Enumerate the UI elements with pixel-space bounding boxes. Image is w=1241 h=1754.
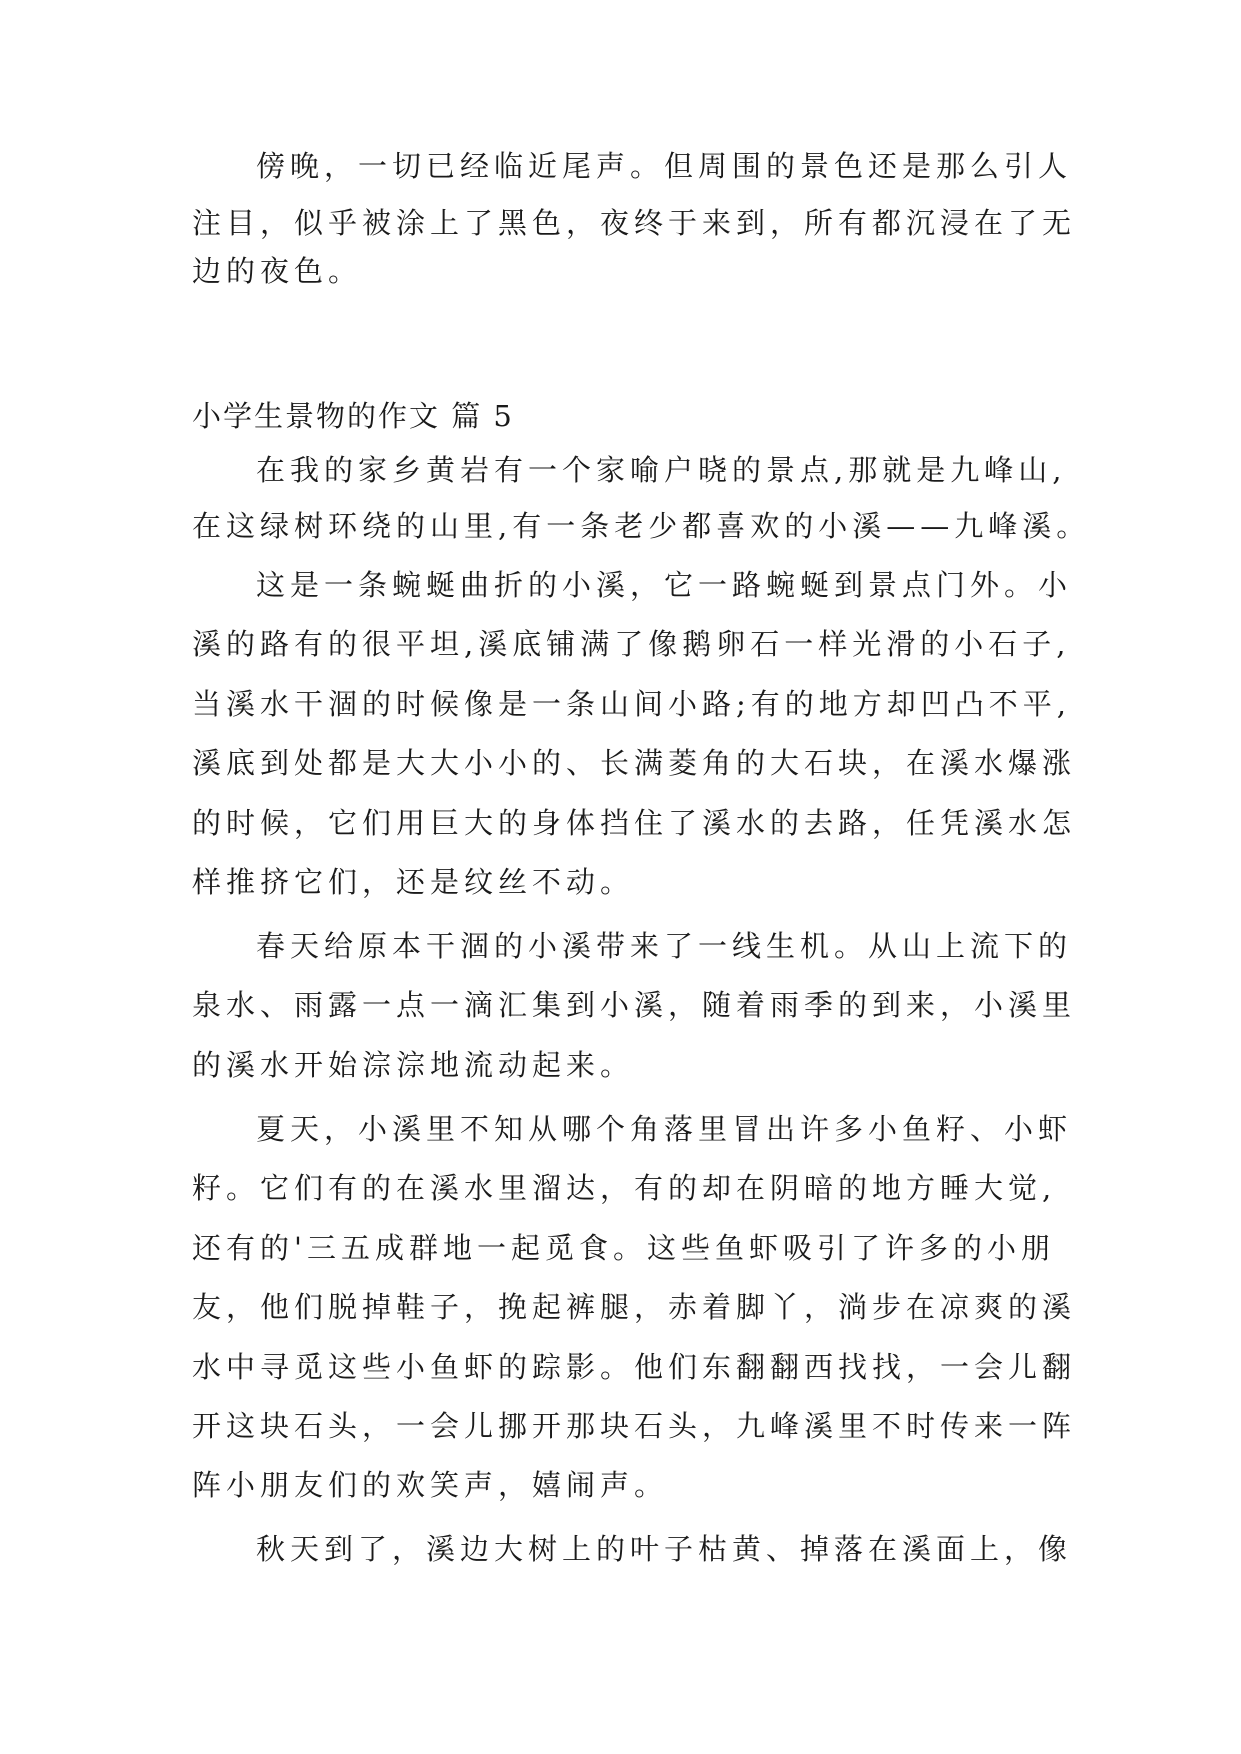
paragraph-line: 这是一条蜿蜒曲折的小溪，它一路蜿蜒到景点门外。小 (256, 568, 1073, 602)
paragraph-line: 傍晚，一切已经临近尾声。但周围的景色还是那么引人 (256, 149, 1073, 183)
paragraph-line: 开这块石头，一会儿挪开那块石头，九峰溪里不时传来一阵 (192, 1409, 1077, 1443)
paragraph-line: 样推挤它们，还是纹丝不动。 (192, 865, 635, 899)
paragraph-line: 溪底到处都是大大小小的、长满菱角的大石块，在溪水爆涨 (192, 746, 1077, 780)
paragraph-line: 在这绿树环绕的山里,有一条老少都喜欢的小溪——九峰溪。 (192, 509, 1091, 543)
paragraph-line: 在我的家乡黄岩有一个家喻户晓的景点,那就是九峰山, (256, 453, 1067, 487)
paragraph-line: 籽。它们有的在溪水里溜达，有的却在阴暗的地方睡大觉, (192, 1171, 1057, 1205)
paragraph-line: 夏天，小溪里不知从哪个角落里冒出许多小鱼籽、小虾 (256, 1112, 1073, 1146)
paragraph-line: 友，他们脱掉鞋子，挽起裤腿，赤着脚丫，淌步在凉爽的溪 (192, 1290, 1077, 1324)
paragraph-line: 溪的路有的很平坦,溪底铺满了像鹅卵石一样光滑的小石子, (192, 627, 1071, 661)
paragraph-line: 当溪水干涸的时候像是一条山间小路;有的地方却凹凸不平, (192, 687, 1071, 721)
paragraph-line: 水中寻觅这些小鱼虾的踪影。他们东翻翻西找找，一会儿翻 (192, 1350, 1077, 1384)
paragraph-line: 注目，似乎被涂上了黑色，夜终于来到，所有都沉浸在了无 (192, 206, 1077, 240)
paragraph-line: 还有的'三五成群地一起觅食。这些鱼虾吸引了许多的小朋 (192, 1231, 1055, 1265)
paragraph-line: 春天给原本干涸的小溪带来了一线生机。从山上流下的 (256, 929, 1073, 963)
paragraph-line: 秋天到了，溪边大树上的叶子枯黄、掉落在溪面上，像 (256, 1532, 1073, 1566)
paragraph-line: 边的夜色。 (192, 254, 363, 288)
paragraph-line: 的溪水开始淙淙地流动起来。 (192, 1048, 635, 1082)
paragraph-line: 泉水、雨露一点一滴汇集到小溪，随着雨季的到来，小溪里 (192, 988, 1077, 1022)
section-heading: 小学生景物的作文 篇 5 (192, 399, 514, 433)
paragraph-line: 阵小朋友们的欢笑声，嬉闹声。 (192, 1468, 669, 1502)
paragraph-line: 的时候，它们用巨大的身体挡住了溪水的去路，任凭溪水怎 (192, 806, 1077, 840)
